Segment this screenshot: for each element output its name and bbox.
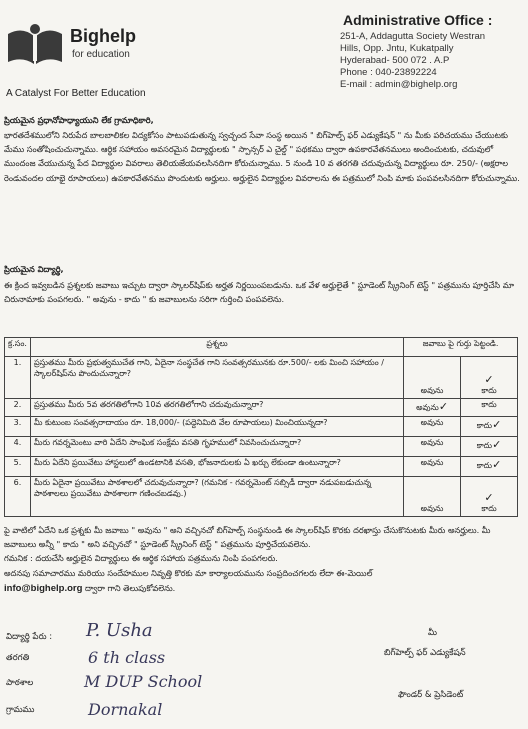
salutation: ప్రియమైన ప్రధానోపాధ్యాయుని లేక గ్రామాధికారి, [4, 115, 154, 125]
question-number: 1. [5, 357, 31, 399]
question-number: 5. [5, 457, 31, 477]
school-label: పాఠశాల [6, 678, 34, 688]
table-header-row [5, 338, 518, 357]
question-text: మీ కుటుంబ సంవత్సరాదాయం రూ. 18,000/- (పద్దెనిమిది వేల రూపాయలు) మించియున్నదా? [30, 417, 403, 437]
no-option[interactable] [461, 437, 518, 457]
note: గమనిక : దయచేసి అర్హులైన విద్యార్థులు ఈ ఆర్థిక సహాయ పత్రమును నింపి పంపగలరు. [4, 553, 278, 563]
intro-paragraph: భారతదేశములోని నిరుపేద బాలబాలికల విద్యకోసం పాటుపడుతున్న స్వచ్ఛంద సేవా సంస్థ అయిన " బిగ్‌హెల్ప్ ఫర్ ఎడ్యుకేషన్ " ను మీకు పరిచయము చేయుటకు మేము సంతోషించుచున్నాము. ఆర్థిక సహాయం అవసరమైన విద్యార్థులకు " స్పాన్సర్ ఎ చైల్డ్ " పథకము ద్వారా ఉపకారవేతనములు అందించుటకు, చదువులో ముందంజ వేయుచున్న పేద విద్యార్థుల వివరాలు తెలియజేయవలసినదిగా కోరుచున్నాము. 5 నుండి 10 వ తరగతి చదువుచున్న విద్యార్థులు రూ. 250/- (అక్షరాల రెండువందల యాభై రూపాయలు) ఉపకారవేతనము పొందుటకు అర్హులు. అర్హులైన విద్యార్థుల వివరాలను ఈ పత్రములో నింపి మాకు పంపవలసినదిగా కోరుచున్నాము. [4, 130, 520, 183]
table-row [5, 457, 518, 477]
class-label: తరగతి [6, 653, 30, 663]
office-title: Administrative Office : [343, 12, 493, 28]
organization-name: బిగ్‌హెల్ప్ ఫర్ ఎడ్యుకేషన్ [384, 648, 466, 658]
name-value[interactable]: P. Usha [86, 620, 153, 641]
table-row [5, 357, 518, 399]
name-label: విద్యార్థి పేరు : [6, 632, 53, 642]
no-option[interactable] [461, 477, 518, 517]
contact-line [4, 581, 524, 595]
table-row [5, 399, 518, 417]
question-text: మీరు గవర్నమెంటు వారి ఏదేని సాంఘిక సంక్షేమ వసతి గృహములో నివసించుచున్నారా? [30, 437, 403, 457]
question-number: 3. [5, 417, 31, 437]
check-mark-icon: ✓ [484, 491, 494, 504]
email-line: E-mail : admin@bighelp.org [340, 79, 458, 90]
yes-label: అవును [416, 403, 439, 412]
bighelp-logo [4, 22, 66, 68]
yes-option[interactable]: అవును [404, 477, 461, 517]
question-number: 2. [5, 399, 31, 417]
address-line: Hills, Opp. Jntu, Kukatpally [340, 43, 454, 54]
tagline: A Catalyst For Better Education [6, 88, 146, 99]
question-text: ప్రస్తుతము మీరు 5వ తరగతిలోగాని 10వ తరగతిలోగాని చదువుచున్నారా? [30, 399, 403, 417]
no-option[interactable] [461, 417, 518, 437]
check-mark-icon: ✓ [438, 400, 449, 413]
check-mark-icon: ✓ [492, 438, 502, 451]
brand-name: Bighelp [70, 26, 136, 46]
check-mark-icon: ✓ [492, 418, 502, 431]
sno-header: క్ర.సం. [5, 338, 31, 357]
yes-option[interactable]: అవును [404, 457, 461, 477]
student-salutation: ప్రియమైన విద్యార్థి, [4, 264, 64, 274]
school-value[interactable]: M DUP School [84, 672, 203, 691]
table-row [5, 437, 518, 457]
class-value[interactable]: 6 th class [88, 648, 166, 667]
yes-option[interactable] [404, 399, 461, 417]
eligibility-paragraph: పై వాటిలో ఏదేని ఒక ప్రశ్నకు మీ జవాబు " అవును " అని వచ్చినచో బిగ్‌హెల్ప్ సంస్థనుండి ఈ స్కాలర్‌షిప్ కొరకు దరఖాస్తు చేసుకొనుటకు మీరు అనర్హులు. మీ జవాబులు అన్నీ " కాదు " అని వచ్చినచో " స్టూడెంట్ స్క్రీనింగ్ టెస్ట్ " పత్రమును పూర్తిచేయవలెను. [4, 525, 491, 550]
yes-option[interactable]: అవును [404, 437, 461, 457]
sign-label: మీ [428, 628, 437, 638]
table-row [5, 417, 518, 437]
no-label: కాదు [476, 461, 493, 470]
no-label: కాదు [476, 441, 493, 450]
no-option[interactable] [461, 357, 518, 399]
no-option[interactable] [461, 457, 518, 477]
check-mark-icon: ✓ [484, 373, 494, 386]
no-label: కాదు [476, 421, 493, 430]
address-line: Hyderabad- 500 072 . A.P [340, 55, 450, 66]
contact-paragraph: అదనపు సమాచారము మరియు సందేహముల నివృత్తి కొరకు మా కార్యాలయమును సంప్రదించగలరు లేదా ఈ-మెయిల్ [4, 568, 373, 578]
questions-table [4, 337, 518, 517]
table-row [5, 477, 518, 517]
question-text: ప్రస్తుతము మీరు ప్రభుత్వముచేత గాని, ఏదైనా సంస్థచేత గాని సంవత్సరమునకు రూ.500/- లకు మించి సహాయం / స్కాలర్‌షిప్‌ను పొందుచున్నారా? [30, 357, 403, 399]
signatory-title: ఫౌండర్ & ప్రెసిడెంట్ [398, 690, 464, 700]
no-label: కాదు [481, 504, 497, 513]
question-text: మీరు ఏదేని ప్రయివేటు హాస్టలులో ఉండటానికి వసతి, భోజనాదులకు ఏ ఖర్చు లేకుండా ఉంటున్నారా? [30, 457, 403, 477]
check-mark-icon: ✓ [492, 458, 502, 471]
contact-email[interactable]: info@bighelp.org [4, 583, 83, 594]
village-label: గ్రామము [6, 705, 35, 715]
answers-header: జవాబు పై గుర్తు పెట్టండి. [404, 338, 518, 357]
phone-line: Phone : 040-23892224 [340, 67, 437, 78]
yes-option[interactable]: అవును [404, 417, 461, 437]
question-text: మీరు ఏదైనా ప్రయివేటు పాఠశాలలో చదువుచున్నారా? (గమనిక - గవర్నమెంట్ సబ్సిడీ ద్వారా నడుపబడుచున్న పాఠశాలలు ప్రయివేటు పాఠశాలగా గణించబడవు.) [30, 477, 403, 517]
contact-suffix: ద్వారా గాని తెలుపుకోవలెను. [85, 583, 176, 593]
questions-header: ప్రశ్నలు [30, 338, 403, 357]
village-value[interactable]: Dornakal [88, 700, 163, 719]
address-line: 251-A, Addagutta Society Westran [340, 31, 486, 42]
question-number: 6. [5, 477, 31, 517]
yes-option[interactable]: అవును [404, 357, 461, 399]
no-option[interactable]: కాదు [461, 399, 518, 417]
brand-subtitle: for education [72, 49, 130, 60]
student-paragraph: ఈ క్రింద ఇవ్వబడిన ప్రశ్నలకు జవాబు ఇచ్చుట ద్వారా స్కాలర్‌షిప్‌కు అర్హత నిర్ణయింపబడును. ఒక వేళ అర్హులైతే " స్టూడెంట్ స్క్రీనింగ్ టెస్ట్ " పత్రమును పూర్తిచేసి మా చిరునామాకు పంపగలరు. " అవును - కాదు " కు జవాబులను సరిగా గుర్తించి పంపవలెను. [4, 280, 515, 305]
no-label: కాదు [481, 386, 497, 395]
question-number: 4. [5, 437, 31, 457]
